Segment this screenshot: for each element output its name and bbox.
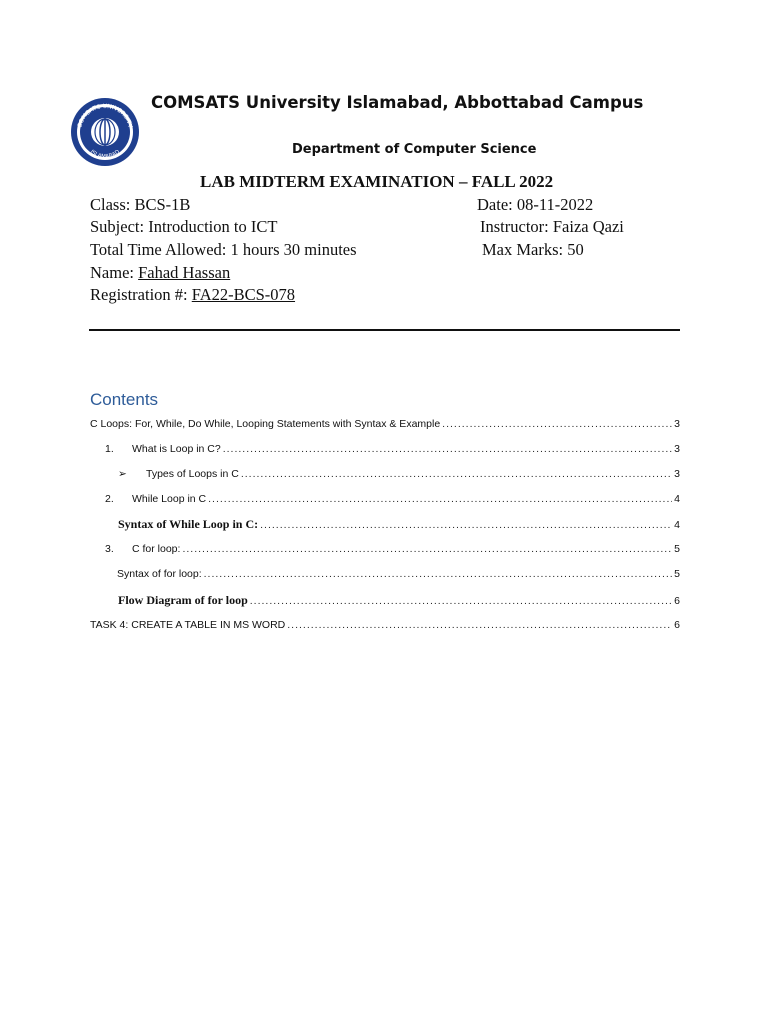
toc-leader	[287, 619, 672, 631]
toc-label: Syntax of While Loop in C:	[118, 517, 259, 531]
toc-page: 3	[674, 443, 680, 455]
toc-leader	[241, 468, 672, 480]
toc-label: TASK 4: CREATE A TABLE IN MS WORD	[90, 619, 286, 631]
date-field: Date: 08-11-2022	[477, 195, 594, 214]
class-field: Class: BCS-1B	[90, 195, 191, 214]
toc-page: 5	[674, 568, 680, 580]
logo-text-top: COMSATS UNIVERSITY	[76, 102, 134, 129]
university-title: COMSATS University Islamabad, Abbottabad Campus	[151, 93, 644, 112]
toc-label: C Loops: For, While, Do While, Looping Statements with Syntax & Example	[90, 418, 441, 430]
toc-leader	[260, 519, 672, 531]
university-logo	[69, 96, 141, 168]
name-field	[90, 263, 230, 283]
toc-leader	[204, 568, 673, 580]
toc-item[interactable]	[117, 568, 680, 580]
toc-item[interactable]	[118, 517, 680, 532]
toc-label: What is Loop in C?	[132, 443, 221, 455]
toc-item[interactable]	[105, 543, 680, 555]
toc-page: 3	[674, 418, 680, 430]
toc-label: While Loop in C	[132, 493, 207, 505]
toc-item[interactable]	[90, 619, 680, 631]
toc-leader	[250, 595, 672, 607]
time-field: Total Time Allowed: 1 hours 30 minutes	[90, 240, 357, 259]
department-title: Department of Computer Science	[292, 142, 537, 157]
toc-page: 4	[674, 519, 680, 531]
toc-label: Types of Loops in C	[146, 468, 239, 480]
registration-label: Registration #:	[90, 285, 192, 304]
toc-page: 4	[674, 493, 680, 505]
registration-value: FA22-BCS-078	[191, 285, 296, 304]
toc-leader	[208, 493, 672, 505]
toc-page: 6	[674, 619, 680, 631]
toc-item[interactable]	[90, 418, 680, 430]
subject-field: Subject: Introduction to ICT	[90, 217, 278, 236]
toc-label: Flow Diagram of for loop	[118, 593, 248, 607]
instructor-field: Instructor: Faiza Qazi	[480, 217, 624, 236]
name-value: Fahad Hassan	[138, 263, 231, 282]
marks-field: Max Marks: 50	[482, 240, 584, 259]
toc-label: C for loop:	[132, 543, 181, 555]
bullet-arrow-icon: ➢	[118, 468, 127, 480]
toc-label: Syntax of for loop:	[117, 568, 202, 580]
exam-title: LAB MIDTERM EXAMINATION – FALL 2022	[200, 172, 554, 191]
toc-number: 3.	[105, 543, 114, 555]
toc-page: 5	[674, 543, 680, 555]
toc-page: 6	[674, 595, 680, 607]
toc-item[interactable]	[118, 468, 680, 480]
registration-field	[90, 285, 295, 305]
logo-text-bottom: ISLAMABAD	[88, 149, 122, 161]
toc-number: 1.	[105, 443, 114, 455]
contents-heading: Contents	[90, 390, 159, 409]
name-label: Name:	[90, 263, 139, 282]
toc-item[interactable]	[105, 493, 680, 505]
toc-leader	[182, 543, 672, 555]
toc-item[interactable]	[105, 443, 680, 455]
toc-leader	[442, 418, 672, 430]
toc-leader	[223, 443, 672, 455]
toc-item[interactable]	[118, 593, 680, 608]
toc-page: 3	[674, 468, 680, 480]
divider	[89, 329, 680, 331]
toc-number: 2.	[105, 493, 114, 505]
